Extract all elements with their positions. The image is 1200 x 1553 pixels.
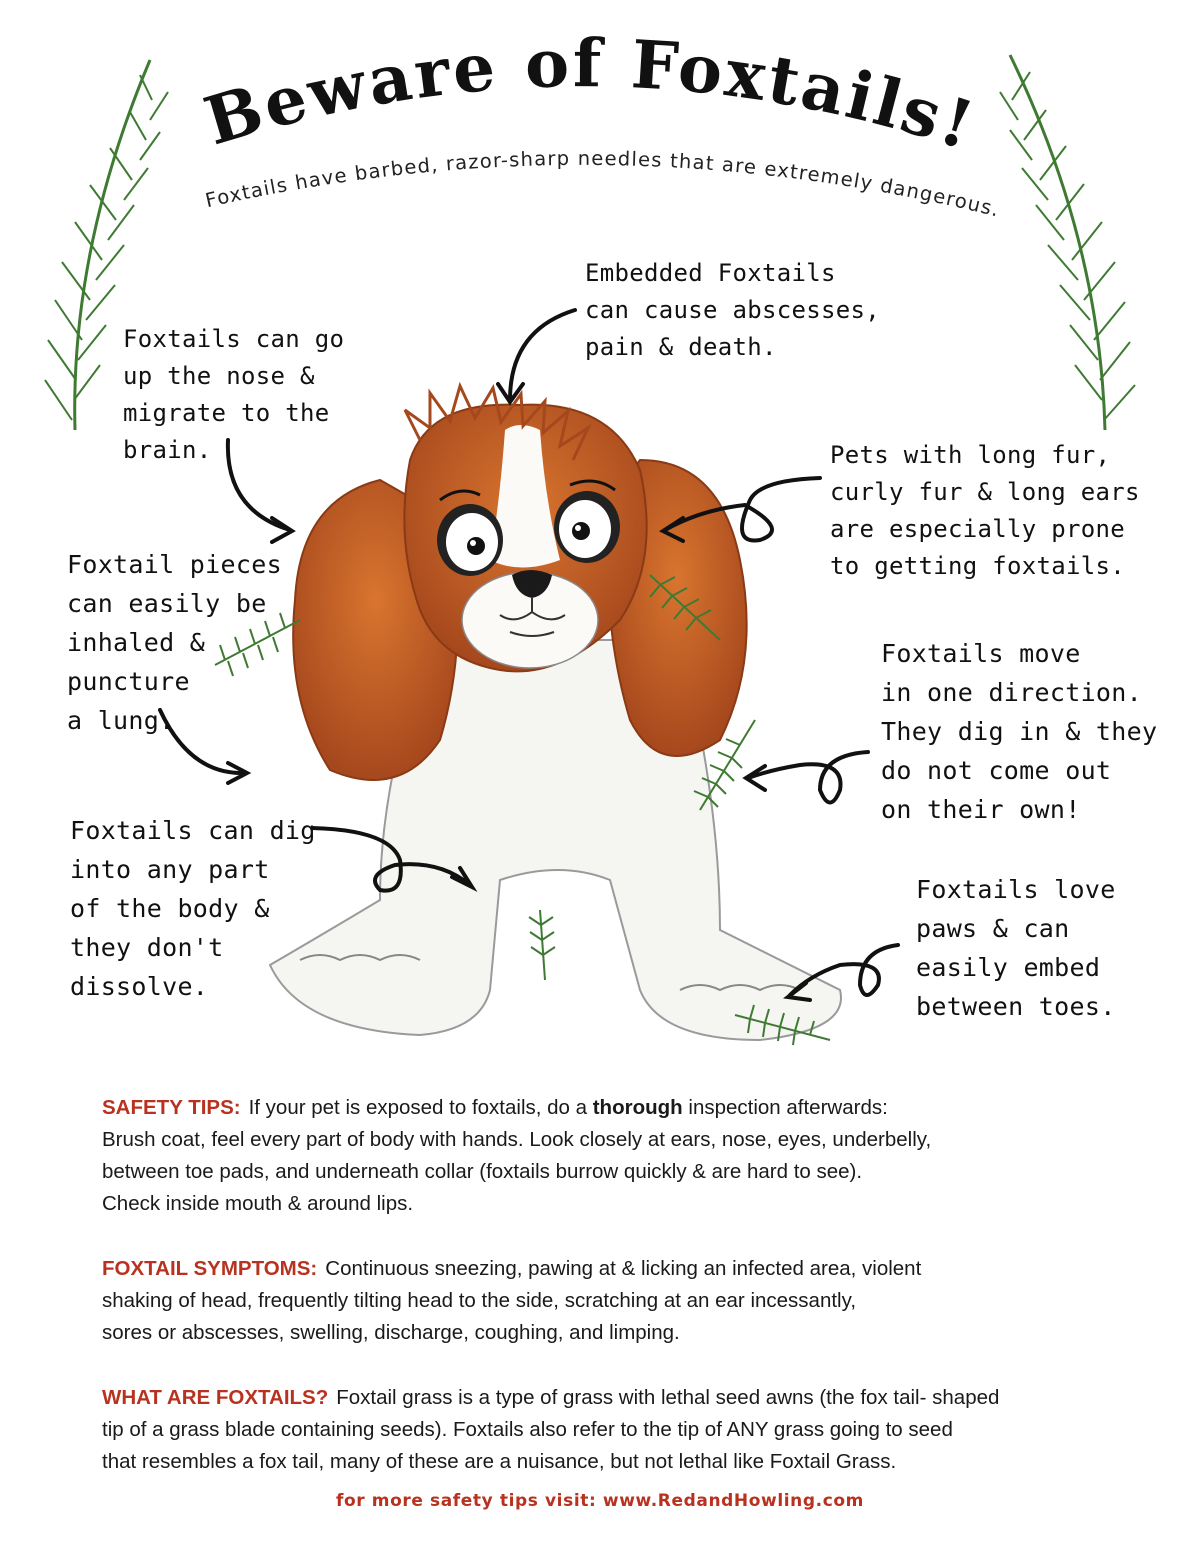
safety-tips-section — [102, 1092, 1162, 1220]
symptoms-text: Continuous sneezing, pawing at & licking an infected area, violent — [325, 1257, 922, 1280]
symptoms-line: sores or abscesses, swelling, discharge, coughing, and limping. — [102, 1321, 680, 1344]
arrow-abscess-icon — [498, 310, 575, 402]
safety-tips-line: Check inside mouth & around lips. — [102, 1192, 414, 1215]
note-nose: Foxtails can go up the nose & migrate to the brain. — [123, 325, 345, 464]
note-paws: Foxtails love paws & can easily embed between toes. — [916, 875, 1116, 1021]
safety-tips-text: If your pet is exposed to foxtails, do a — [248, 1096, 593, 1119]
symptoms-line: shaking of head, frequently tilting head to the side, scratching at an ear incessantly, — [102, 1289, 857, 1312]
symptoms-label: FOXTAIL SYMPTOMS: — [102, 1257, 318, 1280]
what-are-text: Foxtail grass is a type of grass with lethal seed awns (the fox tail- shaped — [336, 1386, 1000, 1409]
safety-tips-text-end: inspection afterwards: — [682, 1096, 888, 1119]
note-lung: Foxtail pieces can easily be inhaled & puncture a lung. — [67, 550, 282, 735]
note-direction: Foxtails move in one direction. They dig in & they do not come out on their own! — [881, 639, 1158, 824]
note-long-fur: Pets with long fur, curly fur & long ears are especially prone to getting foxtails. — [830, 441, 1140, 580]
note-body: Foxtails can dig into any part of the body & they don't dissolve. — [70, 816, 316, 1001]
grass-stalk-right-icon — [1000, 55, 1135, 430]
footer-link[interactable]: for more safety tips visit: www.RedandHowling.com — [336, 1491, 864, 1511]
what-are-section — [102, 1382, 1162, 1478]
dog-eye-left-icon — [437, 504, 503, 576]
symptoms-section — [102, 1253, 1162, 1349]
dog-eye-right-icon — [554, 491, 620, 563]
what-are-line: tip of a grass blade containing seeds). Foxtails also refer to the tip of ANY grass going to seed — [102, 1418, 953, 1441]
what-are-line: that resembles a fox tail, many of these are a nuisance, but not lethal like Foxtail Grass. — [102, 1450, 897, 1473]
what-are-label: WHAT ARE FOXTAILS? — [102, 1386, 329, 1409]
safety-tips-label: SAFETY TIPS: — [102, 1096, 241, 1119]
arrow-direction-icon — [746, 752, 868, 803]
note-abscess: Embedded Foxtails can cause abscesses, pain & death. — [585, 259, 880, 361]
page-subtitle: Foxtails have barbed, razor-sharp needles that are extremely dangerous. — [203, 146, 1003, 222]
page-title: Beware of Foxtails! — [196, 24, 986, 166]
dog-illustration — [270, 386, 841, 1040]
safety-tips-line: Brush coat, feel every part of body with hands. Look closely at ears, nose, eyes, underbelly, — [102, 1128, 932, 1151]
safety-tips-emphasis: thorough — [592, 1096, 683, 1119]
safety-tips-line: between toe pads, and underneath collar (foxtails burrow quickly & are hard to see). — [102, 1160, 863, 1183]
